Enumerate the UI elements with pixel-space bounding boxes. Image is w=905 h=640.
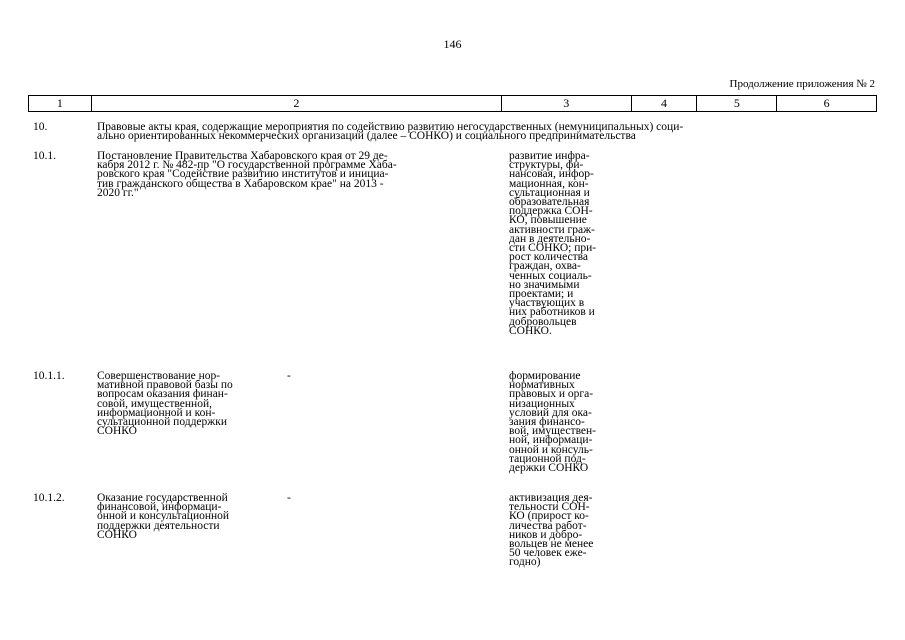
column-header: 3 — [502, 96, 632, 111]
column-header: 1 — [29, 96, 92, 111]
row-number: 10.1.1. — [33, 370, 65, 382]
row-text: Оказание государственной финансовой, информаци- онной и консультационной поддержки деятельности СОНКО — [97, 492, 230, 541]
row-number: 10.1. — [33, 150, 56, 162]
row-dash: - — [287, 492, 291, 504]
row-number: 10.1.2. — [33, 492, 65, 504]
page-number: 146 — [443, 37, 462, 51]
column-header: 4 — [632, 96, 698, 111]
table-header-row — [28, 95, 877, 112]
column-header: 5 — [697, 96, 777, 111]
row-text: Постановление Правительства Хабаровского края от 29 де- кабря 2012 г. № 482-пр "О государственной программе Хаба- ровского края "Содействие развитию институтов и инициа- тив гражданского общества в Хабаровском крае" на 2013 - 2020 гг." — [97, 150, 397, 199]
row-text: Совершенствование нор- мативной правовой базы по вопросам оказания финан- совой, имущественной, информационной и кон- сультационной поддержки СОНКО — [97, 370, 233, 438]
row-result: активизация дея- тельности СОН- КО (прирост ко- личества работ- ников и добро- вольцев не менее 50 человек еже- годно) — [509, 492, 594, 569]
continuation-label: Продолжение приложения № 2 — [729, 78, 875, 90]
row-result: развитие инфра- структуры, фи- нансовая, инфор- мационная, кон- сультационная и образовательная поддержка СОН- КО, повышение активности граж- дан в деятельно- сти СОНКО; при- рост количества граждан, охва- ченных социаль- но значимыми проектами; и участвующих в них работников и добровольцев СОНКО. — [509, 150, 597, 337]
row-result: формирование нормативных правовых и орга- низационных условий для ока- зания финансо- вой, имуществен- ной, информаци- онной и консуль- тационной под- держки СОНКО — [509, 370, 597, 475]
row-dash: - — [287, 370, 291, 382]
column-header: 2 — [92, 96, 502, 111]
column-header: 6 — [823, 96, 830, 110]
row-number: 10. — [33, 121, 48, 133]
row-text: Правовые акты края, содержащие мероприятия по содействию развитию негосударственных (немуниципальных) соци- ально ориентированных некоммерческих организаций (далее – СОНКО) и социального предпринимательства — [97, 121, 684, 143]
